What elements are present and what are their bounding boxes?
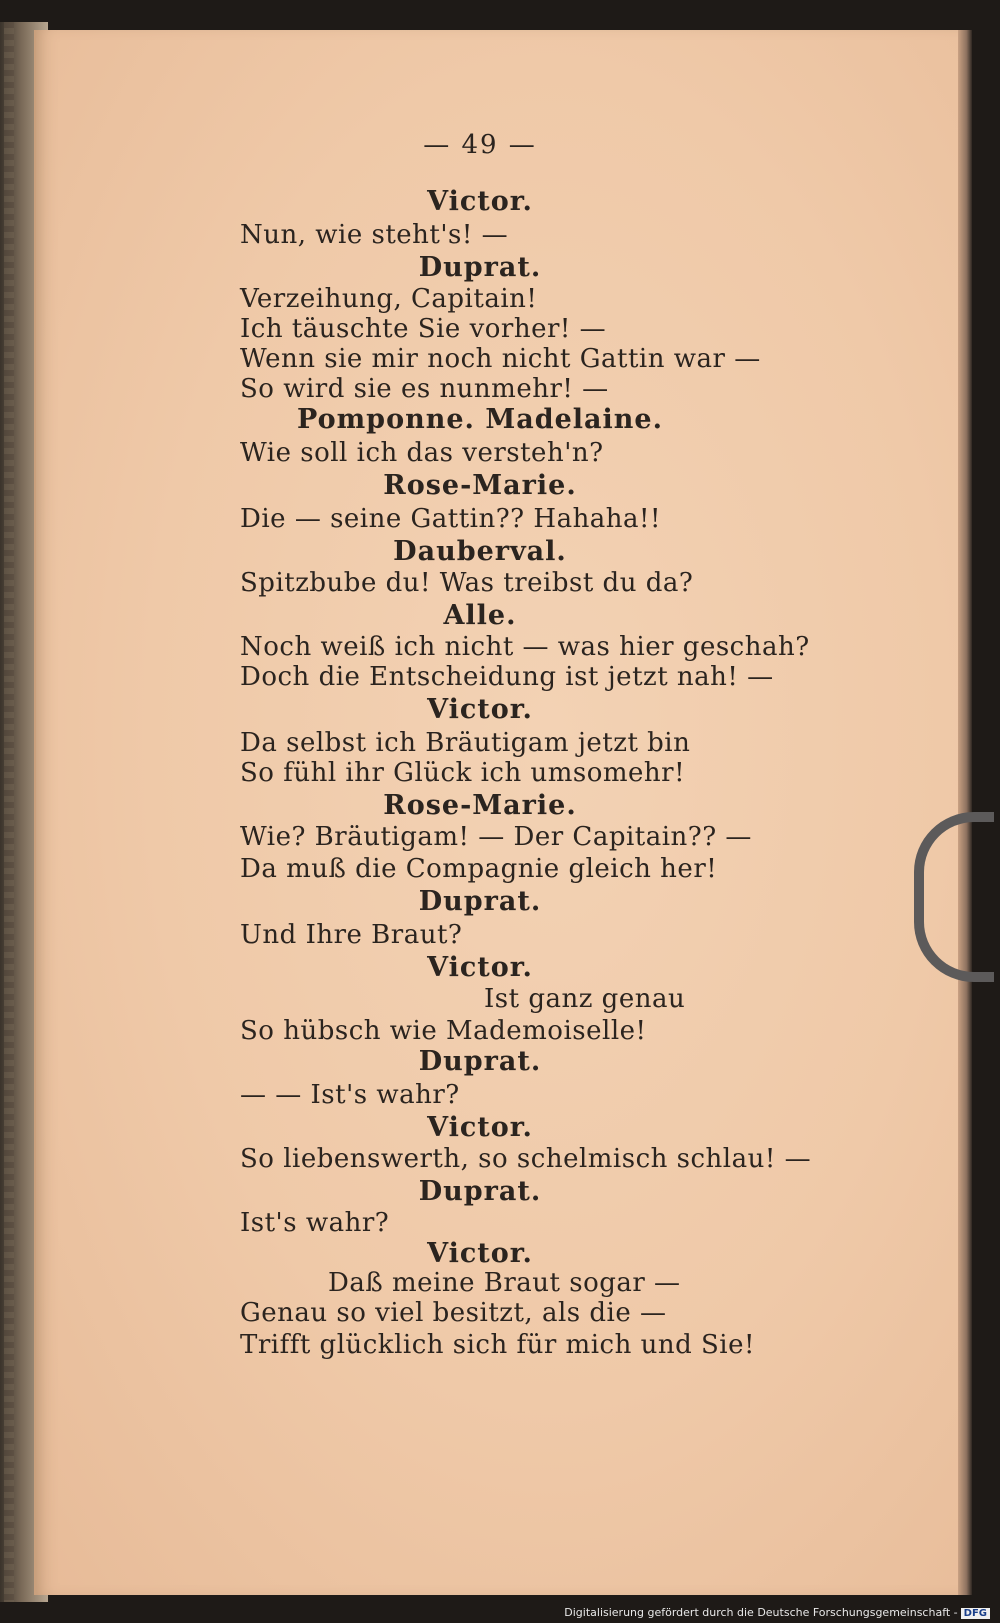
verse-line: So fühl ihr Glück ich umsomehr! [240, 758, 686, 788]
verse-line: So hübsch wie Mademoiselle! [240, 1016, 647, 1046]
verse-line: Die — seine Gattin?? Hahaha!! [240, 504, 661, 534]
speaker-heading: Pomponne. Madelaine. [297, 404, 663, 435]
verse-line: So wird sie es nunmehr! — [240, 374, 609, 404]
speaker-heading: Duprat. [418, 1176, 542, 1207]
speaker-heading: Rose-Marie. [383, 470, 577, 501]
verse-line: Daß meine Braut sogar — [328, 1268, 681, 1298]
verse-line: Genau so viel besitzt, als die — [240, 1298, 667, 1328]
verse-line: Da muß die Compagnie gleich her! [240, 854, 718, 884]
verse-line: Doch die Entscheidung ist jetzt nah! — [240, 662, 774, 692]
page-clip [914, 812, 994, 982]
verse-line: Wenn sie mir noch nicht Gattin war — [240, 344, 761, 374]
speaker-heading: Alle. [443, 600, 517, 631]
verse-line: Wie soll ich das versteh'n? [240, 438, 604, 468]
verse-line: Spitzbube du! Was treibst du da? [240, 568, 694, 598]
verse-line: Ich täuschte Sie vorher! — [240, 314, 607, 344]
verse-line: Trifft glücklich sich für mich und Sie! [240, 1330, 755, 1360]
speaker-heading: Victor. [427, 952, 533, 983]
page-number: — 49 — [423, 130, 537, 160]
speaker-heading: Victor. [427, 1238, 533, 1269]
speaker-heading: Duprat. [418, 252, 542, 283]
speaker-heading: Victor. [427, 186, 533, 217]
speaker-heading: Rose-Marie. [383, 790, 577, 821]
verse-line: Da selbst ich Bräutigam jetzt bin [240, 728, 691, 758]
verse-line: Ist ganz genau [484, 984, 686, 1014]
verse-line: Noch weiß ich nicht — was hier geschah? [240, 632, 810, 662]
verse-line: Und Ihre Braut? [240, 920, 463, 950]
verse-line: Verzeihung, Capitain! [240, 284, 538, 314]
verse-line: Nun, wie steht's! — [240, 220, 509, 250]
verse-line: Wie? Bräutigam! — Der Capitain?? — [240, 822, 752, 852]
speaker-heading: Dauberval. [393, 536, 567, 567]
verse-line: So liebenswerth, so schelmisch schlau! — [240, 1144, 812, 1174]
verse-line: — — Ist's wahr? [240, 1080, 460, 1110]
speaker-heading: Duprat. [418, 1046, 542, 1077]
digitization-credit [564, 1606, 990, 1619]
speaker-heading: Victor. [427, 694, 533, 725]
credit-text: Digitalisierung gefördert durch die Deutsche Forschungsgemeinschaft - [564, 1606, 958, 1619]
book-spine-texture [4, 22, 14, 1602]
speaker-heading: Victor. [427, 1112, 533, 1143]
speaker-heading: Duprat. [418, 886, 542, 917]
dfg-logo: DFG [961, 1608, 990, 1619]
verse-line: Ist's wahr? [240, 1208, 390, 1238]
